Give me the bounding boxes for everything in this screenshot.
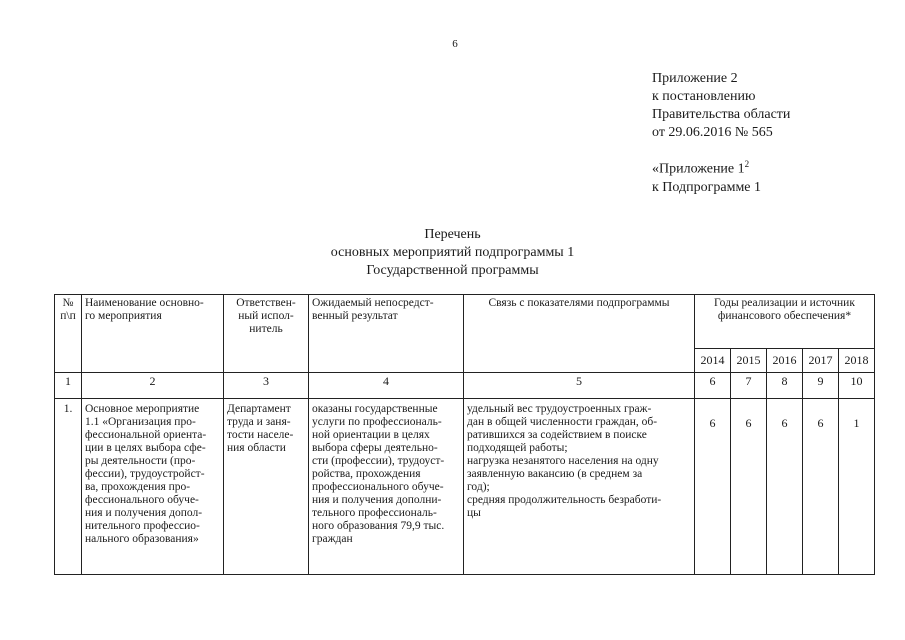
header-years-group: Годы реализации и источник финансового обеспечения* (695, 295, 875, 349)
row-indicator-link: удельный вес трудоустроенных граж- дан в общей численности граждан, об- ратившихся за содействием в поиске подходящей работы; нагрузка незанятого населения на одну заявленную вакансию (в среднем за год); средняя продолжительность безработи- цы (464, 399, 695, 575)
row-year-value: 1 (839, 399, 875, 575)
sub-appendix-block (652, 155, 761, 197)
header-row (55, 295, 875, 349)
appendix-line: Приложение 2 (652, 71, 738, 86)
header-responsible: Ответствен- ный испол- нитель (224, 295, 309, 373)
column-index: 1 (55, 373, 82, 399)
appendix-line: от 29.06.2016 № 565 (652, 125, 773, 140)
sub-appendix-line (652, 155, 761, 179)
column-index-row (55, 373, 875, 399)
appendix-line: к постановлению (652, 89, 756, 104)
appendix-line: Правительства области (652, 107, 791, 122)
sub-appendix-prefix: «Приложение 1 (652, 161, 745, 177)
document-title: Государственной программы (366, 263, 539, 278)
column-index: 7 (731, 373, 767, 399)
column-index: 6 (695, 373, 731, 399)
column-index: 5 (464, 373, 695, 399)
document-title: основных мероприятий подпрограммы 1 (330, 245, 575, 260)
header-year: 2018 (839, 349, 875, 373)
header-name: Наименование основно- го мероприятия (82, 295, 224, 373)
header-year: 2014 (695, 349, 731, 373)
sub-appendix-line-2: к Подпрограмме 1 (652, 179, 762, 195)
column-index: 10 (839, 373, 875, 399)
header-year: 2015 (731, 349, 767, 373)
row-responsible: Департамент труда и заня- тости населе- ния области (224, 399, 309, 575)
row-year-value: 6 (803, 399, 839, 575)
appendix-block (652, 70, 790, 142)
document-title: Перечень (424, 227, 481, 242)
row-year-value: 6 (767, 399, 803, 575)
column-index: 2 (82, 373, 224, 399)
activities-table (54, 294, 875, 575)
row-num: 1. (55, 399, 82, 575)
row-year-value: 6 (695, 399, 731, 575)
header-year: 2016 (767, 349, 803, 373)
header-num: № п\п (55, 295, 82, 373)
header-expected-result: Ожидаемый непосредст- венный результат (309, 295, 464, 373)
row-expected-result: оказаны государственные услуги по профессиональ- ной ориентации в целях выбора сферы деятельно- сти (профессии), трудоуст- ройства, прохождения профессионального обуче- ния и получения дополни- тельного профессиональ- ного образования 79,9 тыс. граждан (309, 399, 464, 575)
column-index: 3 (224, 373, 309, 399)
sub-appendix-superscript: 2 (744, 159, 750, 169)
table-row (55, 399, 875, 575)
column-index: 8 (767, 373, 803, 399)
column-index: 4 (309, 373, 464, 399)
row-year-value: 6 (731, 399, 767, 575)
row-activity-name: Основное мероприятие 1.1 «Организация про- фессиональной ориента- ции в целях выбора сфе- ры деятельности (про- фессии), трудоустройст- ва, прохождения про- фессионального обуче- ния и получения допол- нительного профессио- нального образования» (82, 399, 224, 575)
column-index: 9 (803, 373, 839, 399)
page-number: 6 (452, 38, 458, 50)
header-indicator-link: Связь с показателями подпрограммы (464, 295, 695, 373)
header-year: 2017 (803, 349, 839, 373)
